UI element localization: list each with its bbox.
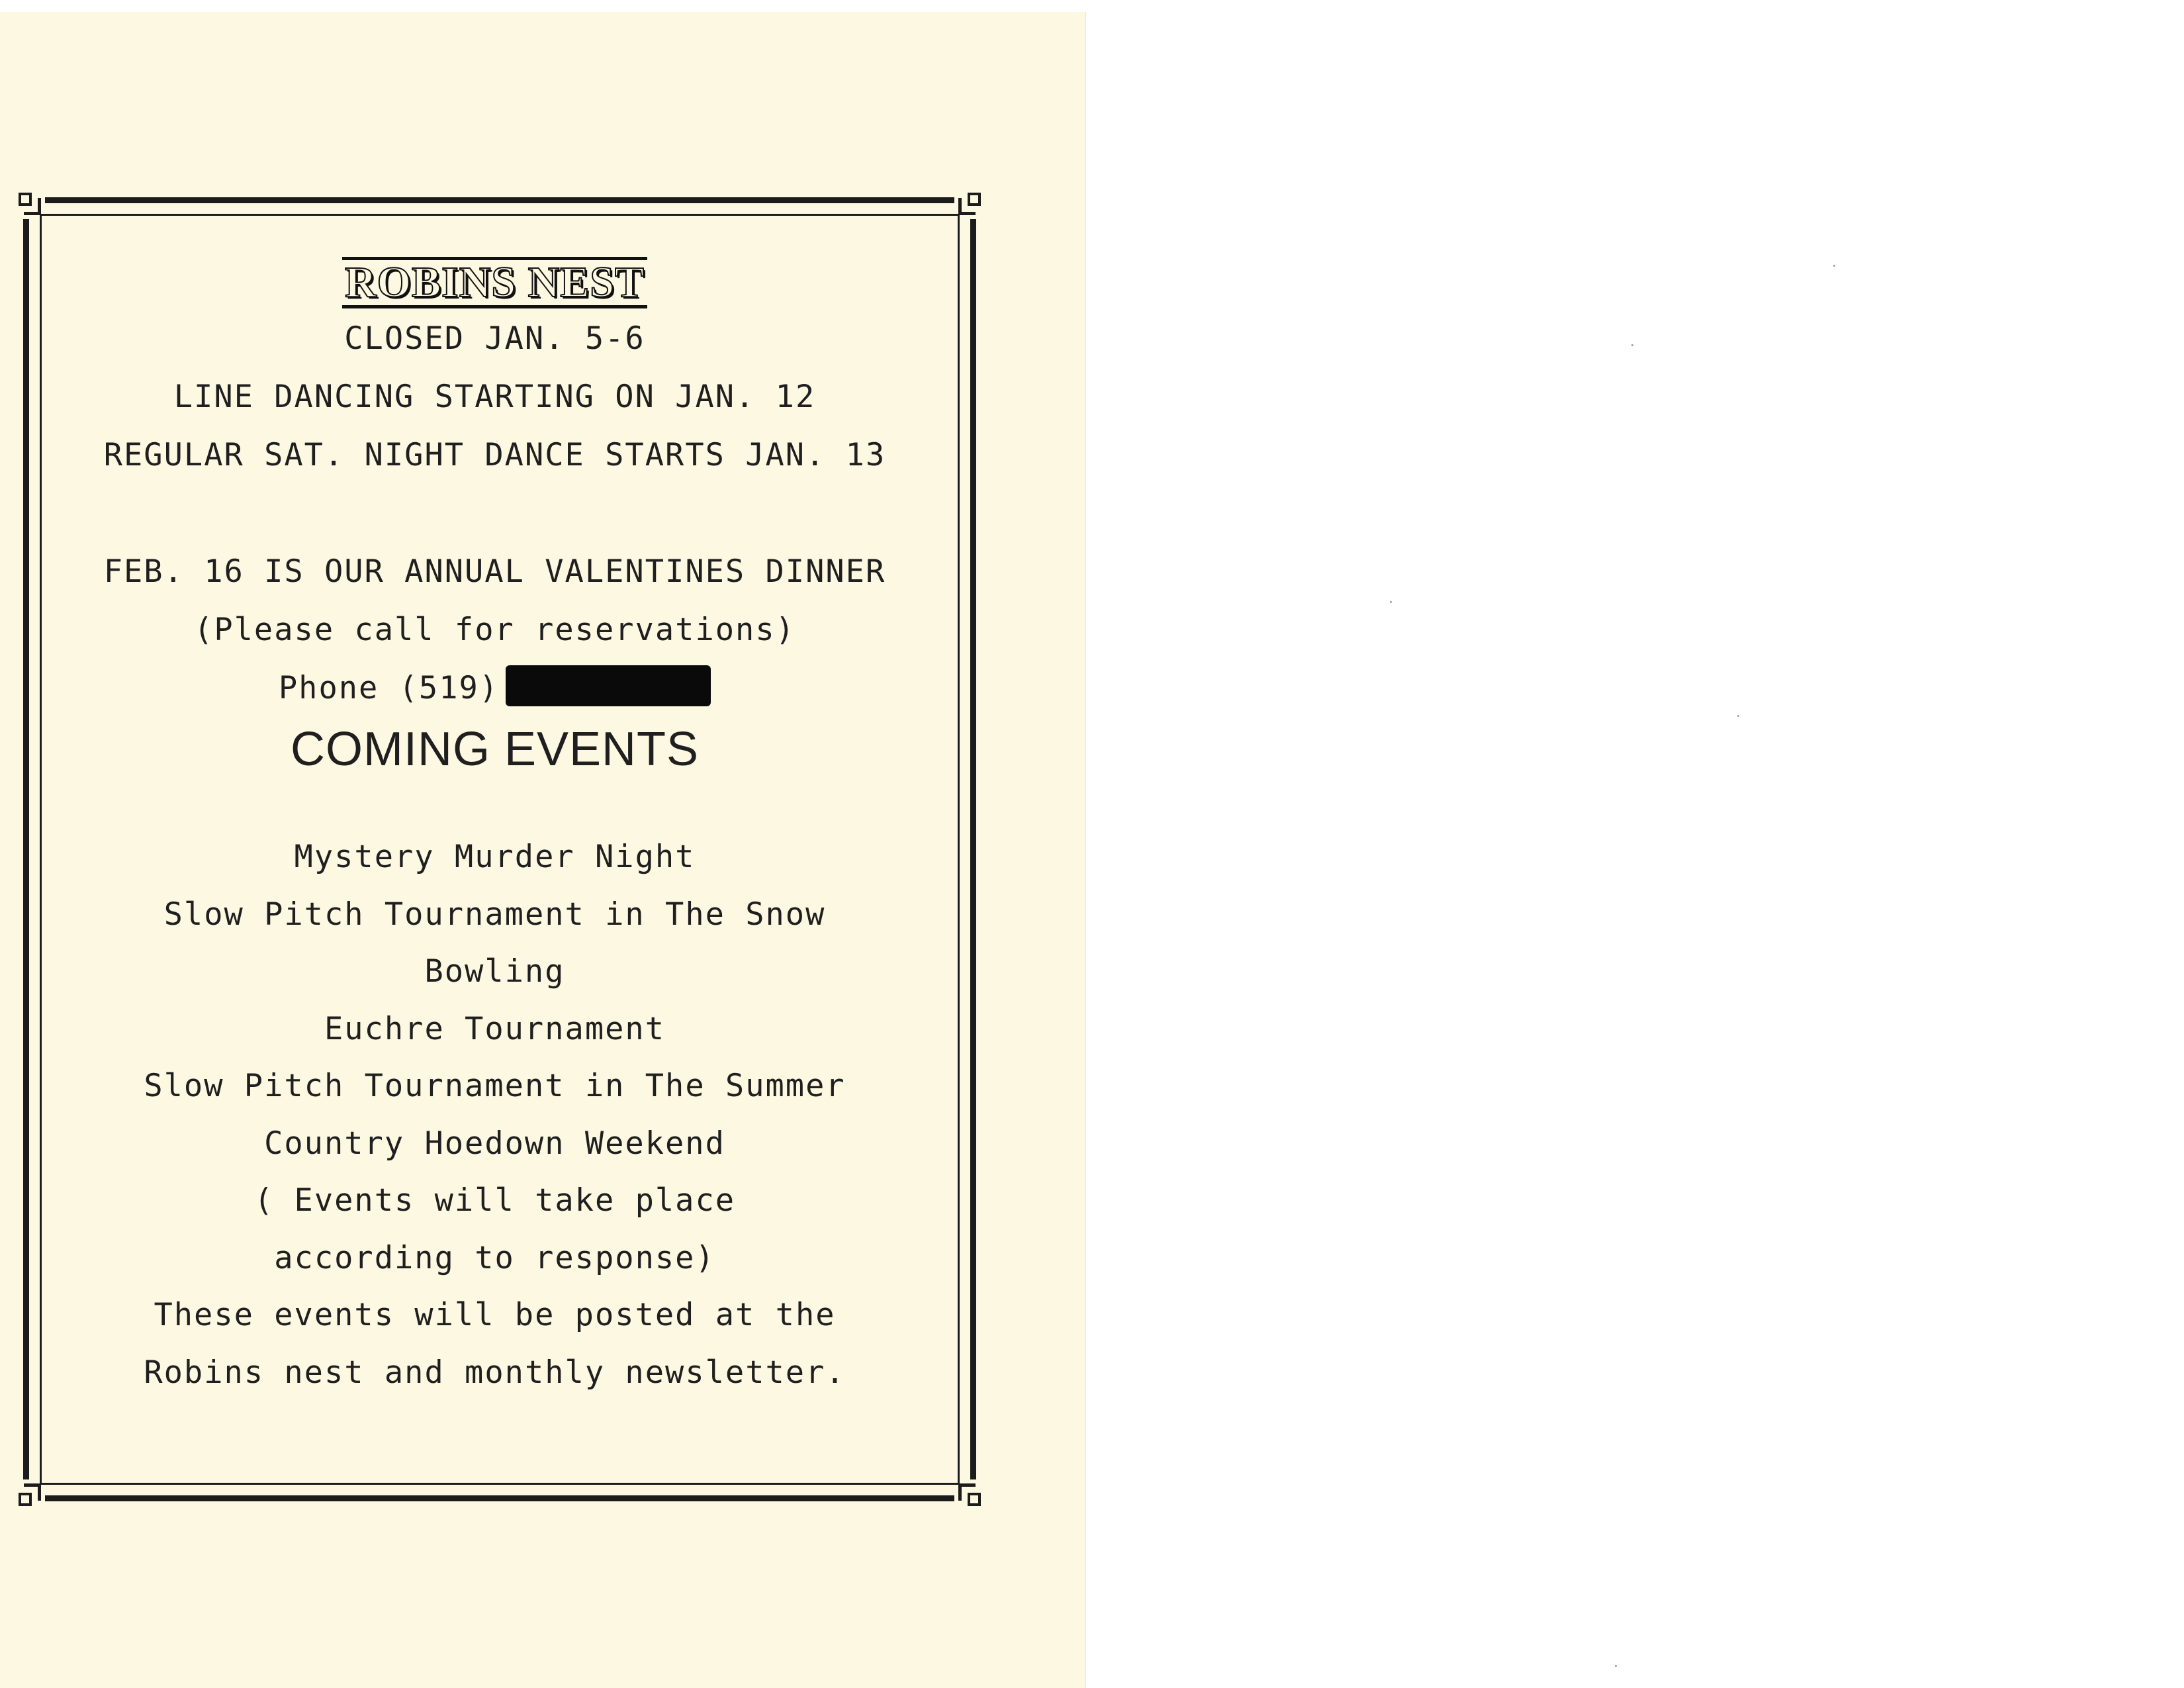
event-item: Slow Pitch Tournament in The Summer [144,1068,846,1104]
posting-note: Robins nest and monthly newsletter. [144,1354,846,1391]
robins-nest-logo: ROBINS NEST [342,257,647,308]
coming-events-heading: COMING EVENTS [290,723,700,776]
corner-ornament-top-right [954,189,985,219]
spacer [40,485,950,543]
scan-speck [1390,601,1392,603]
announcement-line-dancing: LINE DANCING STARTING ON JAN. 12 [173,379,816,415]
events-note: according to response) [274,1239,715,1276]
event-item: Bowling [424,953,565,990]
valentines-dinner: FEB. 16 IS OUR ANNUAL VALENTINES DINNER [103,553,886,590]
scan-speck [1833,265,1835,267]
events-note: ( Events will take place [253,1182,736,1219]
event-item: Euchre Tournament [324,1010,666,1047]
event-item: Mystery Murder Night [294,839,696,875]
posting-note: These events will be posted at the [154,1297,836,1333]
corner-ornament-bottom-right [954,1479,985,1510]
flyer-content [40,199,950,1401]
event-item: Slow Pitch Tournament in The Snow [163,896,826,933]
announcement-sat-dance: REGULAR SAT. NIGHT DANCE STARTS JAN. 13 [103,437,886,473]
scan-speck [1631,344,1633,346]
event-item: Country Hoedown Weekend [264,1125,725,1162]
redacted-phone-number [506,665,711,706]
announcement-closed: CLOSED JAN. 5-6 [344,320,645,357]
phone-label: Phone (519) [278,670,500,706]
scan-speck [1615,1665,1617,1667]
corner-ornament-bottom-left [15,1479,45,1510]
scan-speck [1737,715,1739,717]
phone-line [40,659,950,718]
reservation-note: (Please call for reservations) [194,612,796,648]
